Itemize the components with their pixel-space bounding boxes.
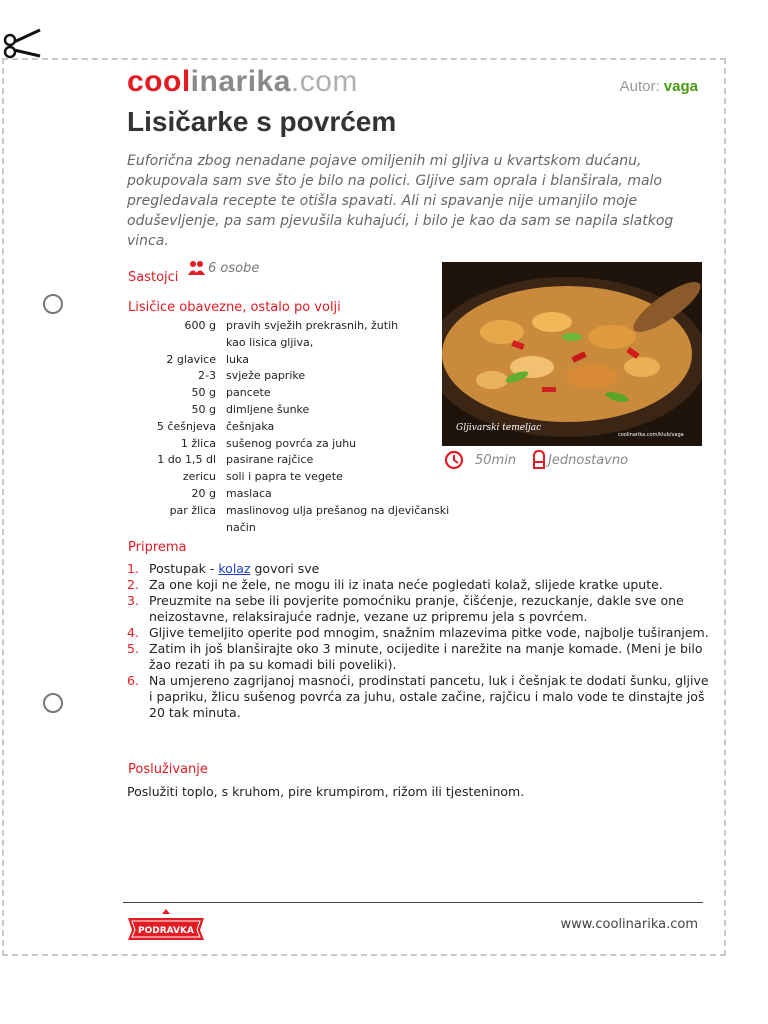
ingredient-row (128, 452, 478, 469)
ingredient-name: pasirane rajčice (226, 453, 314, 467)
ingredient-qty: 600 g (184, 319, 216, 332)
photo-watermark: coolinarika.com/klub/vaga (618, 432, 684, 438)
ingredient-qty: 1 žlica (180, 436, 216, 450)
ingredient-qty: 20 g (191, 486, 216, 500)
ingredient-name: svježe paprike (226, 369, 306, 383)
step-text: Na umjereno zagrijanoj masnoći, prodinstati pancetu, luk i češnjak te dodati šunku, gljive i papriku, žlicu sušenog povrća za juhu, ostale začine, rajčicu i malo vode te dinstajte još 20 tak minuta. (149, 673, 709, 720)
ingredient-row (128, 503, 478, 537)
step-number: 6. (127, 673, 139, 688)
logo-text-inarika: inarika (190, 65, 291, 98)
clock-icon (444, 450, 464, 470)
ingredient-row (128, 419, 478, 436)
logo-text-cool: cool (127, 65, 191, 98)
ingredients-heading: Sastojci (128, 270, 179, 285)
preparation-heading: Priprema (128, 540, 187, 555)
preparation-steps (127, 561, 712, 721)
ingredient-name: sušenog povrća za juhu (226, 436, 357, 450)
ingredient-row (128, 318, 478, 352)
ingredient-name: pravih svježih prekrasnih, žutih kao lisica gljiva, (226, 319, 399, 349)
binder-hole (43, 294, 63, 314)
recipe-intro: Euforična zbog nenadane pojave omiljenih mi gljiva u kvartskom dućanu, pokupovala sam sve što je bilo na polici. Gljive sam oprala i blanširala, malo pregledavala recepte te otišla spavati. Ali ni spavanje nije umanjilo moje oduševljenje, pa sam pjevušila kuhajući, i bilo je kao da sam se napila slatkog vinca. (127, 153, 674, 249)
binder-hole (43, 693, 63, 713)
ingredient-qty: 50 g (191, 402, 216, 416)
ingredient-row (128, 368, 478, 385)
ingredient-name: luka (226, 352, 249, 366)
chef-hat-icon (532, 450, 546, 470)
footer-website[interactable]: www.coolinarika.com (560, 917, 698, 932)
step-text: Postupak - (149, 561, 219, 576)
ingredient-qty: 1 do 1,5 dl (157, 453, 216, 467)
serving-text: Poslužiti toplo, s kruhom, pire krumpirom, rižom ili tjesteninom. (127, 784, 525, 799)
step-number: 4. (127, 625, 139, 640)
ingredient-row (128, 436, 478, 453)
ingredient-qty: par žlica (169, 503, 216, 517)
ingredient-qty: 2-3 (198, 369, 216, 383)
people-icon (188, 260, 206, 276)
step-item (127, 577, 712, 593)
step-item (127, 673, 712, 721)
step-number: 2. (127, 577, 139, 592)
ingredient-name: soli i papra te vegete (226, 470, 343, 484)
step-text: Za one koji ne žele, ne mogu ili iz inata neće pogledati kolaž, slijede kratke upute. (149, 577, 663, 592)
recipe-title: Lisičarke s povrćem (127, 106, 397, 137)
ingredient-name: maslinovog ulja prešanog na djevičanski način (226, 503, 450, 534)
prep-time: 50min (475, 452, 517, 468)
footer-divider (123, 902, 703, 903)
collage-link[interactable]: kolaz (218, 561, 251, 576)
logo-text-com: .com (290, 65, 358, 98)
ingredient-row (128, 385, 478, 402)
serving-heading: Posluživanje (128, 762, 208, 777)
ingredient-qty: zericu (182, 470, 216, 484)
site-logo[interactable] (127, 64, 358, 100)
author (620, 78, 698, 95)
ingredient-list (128, 318, 478, 536)
servings (188, 260, 259, 276)
step-item (127, 561, 712, 577)
ingredient-name: češnjaka (226, 419, 275, 433)
step-text: Gljive temeljito operite pod mnogim, snažnim mlazevima pitke vode, najbolje tuširanjem. (149, 625, 709, 640)
photo-caption: Gljivarski temeljac (456, 423, 542, 433)
ingredient-row (128, 469, 478, 486)
step-text: Zatim ih još blanširajte oko 3 minute, ocijedite i narežite na manje komade. (Meni je bilo žao rezati ih pa su komadi bili poveliki). (149, 641, 703, 672)
step-item (127, 625, 712, 641)
ingredient-row (128, 402, 478, 419)
ingredient-name: maslaca (226, 486, 272, 500)
step-number: 5. (127, 641, 139, 656)
step-number: 1. (127, 561, 139, 576)
recipe-photo[interactable] (442, 262, 702, 446)
step-text: govori sve (250, 561, 320, 576)
step-number: 3. (127, 593, 139, 608)
step-text: Preuzmite na sebe ili povjerite pomoćniku pranje, čišćenje, rezuckanje, dakle sve one neizostavne, relaksirajuće radnje, vezane uz pripremu jela s povrćem. (149, 593, 684, 624)
ingredient-qty: 2 glavice (166, 352, 216, 366)
ingredients-group-title: Lisičice obavezne, ostalo po volji (128, 300, 341, 315)
servings-text: 6 osobe (208, 260, 260, 276)
podravka-logo-text: PODRAVKA (138, 926, 194, 936)
ingredient-qty: 50 g (191, 386, 216, 400)
step-item (127, 641, 712, 673)
author-label: Autor: (619, 78, 660, 95)
ingredient-qty: 5 češnjeva (156, 419, 216, 433)
scissors-icon (2, 26, 42, 62)
ingredient-row (128, 352, 478, 369)
dish-illustration (442, 262, 702, 446)
difficulty: Jednostavno (548, 452, 629, 468)
ingredient-name: pancete (226, 386, 271, 400)
ingredient-name: dimljene šunke (226, 402, 310, 416)
recipe-meta (444, 450, 628, 470)
step-item (127, 593, 712, 625)
author-name[interactable]: vaga (663, 78, 698, 95)
podravka-logo[interactable] (126, 908, 206, 942)
ingredient-row (128, 486, 478, 503)
